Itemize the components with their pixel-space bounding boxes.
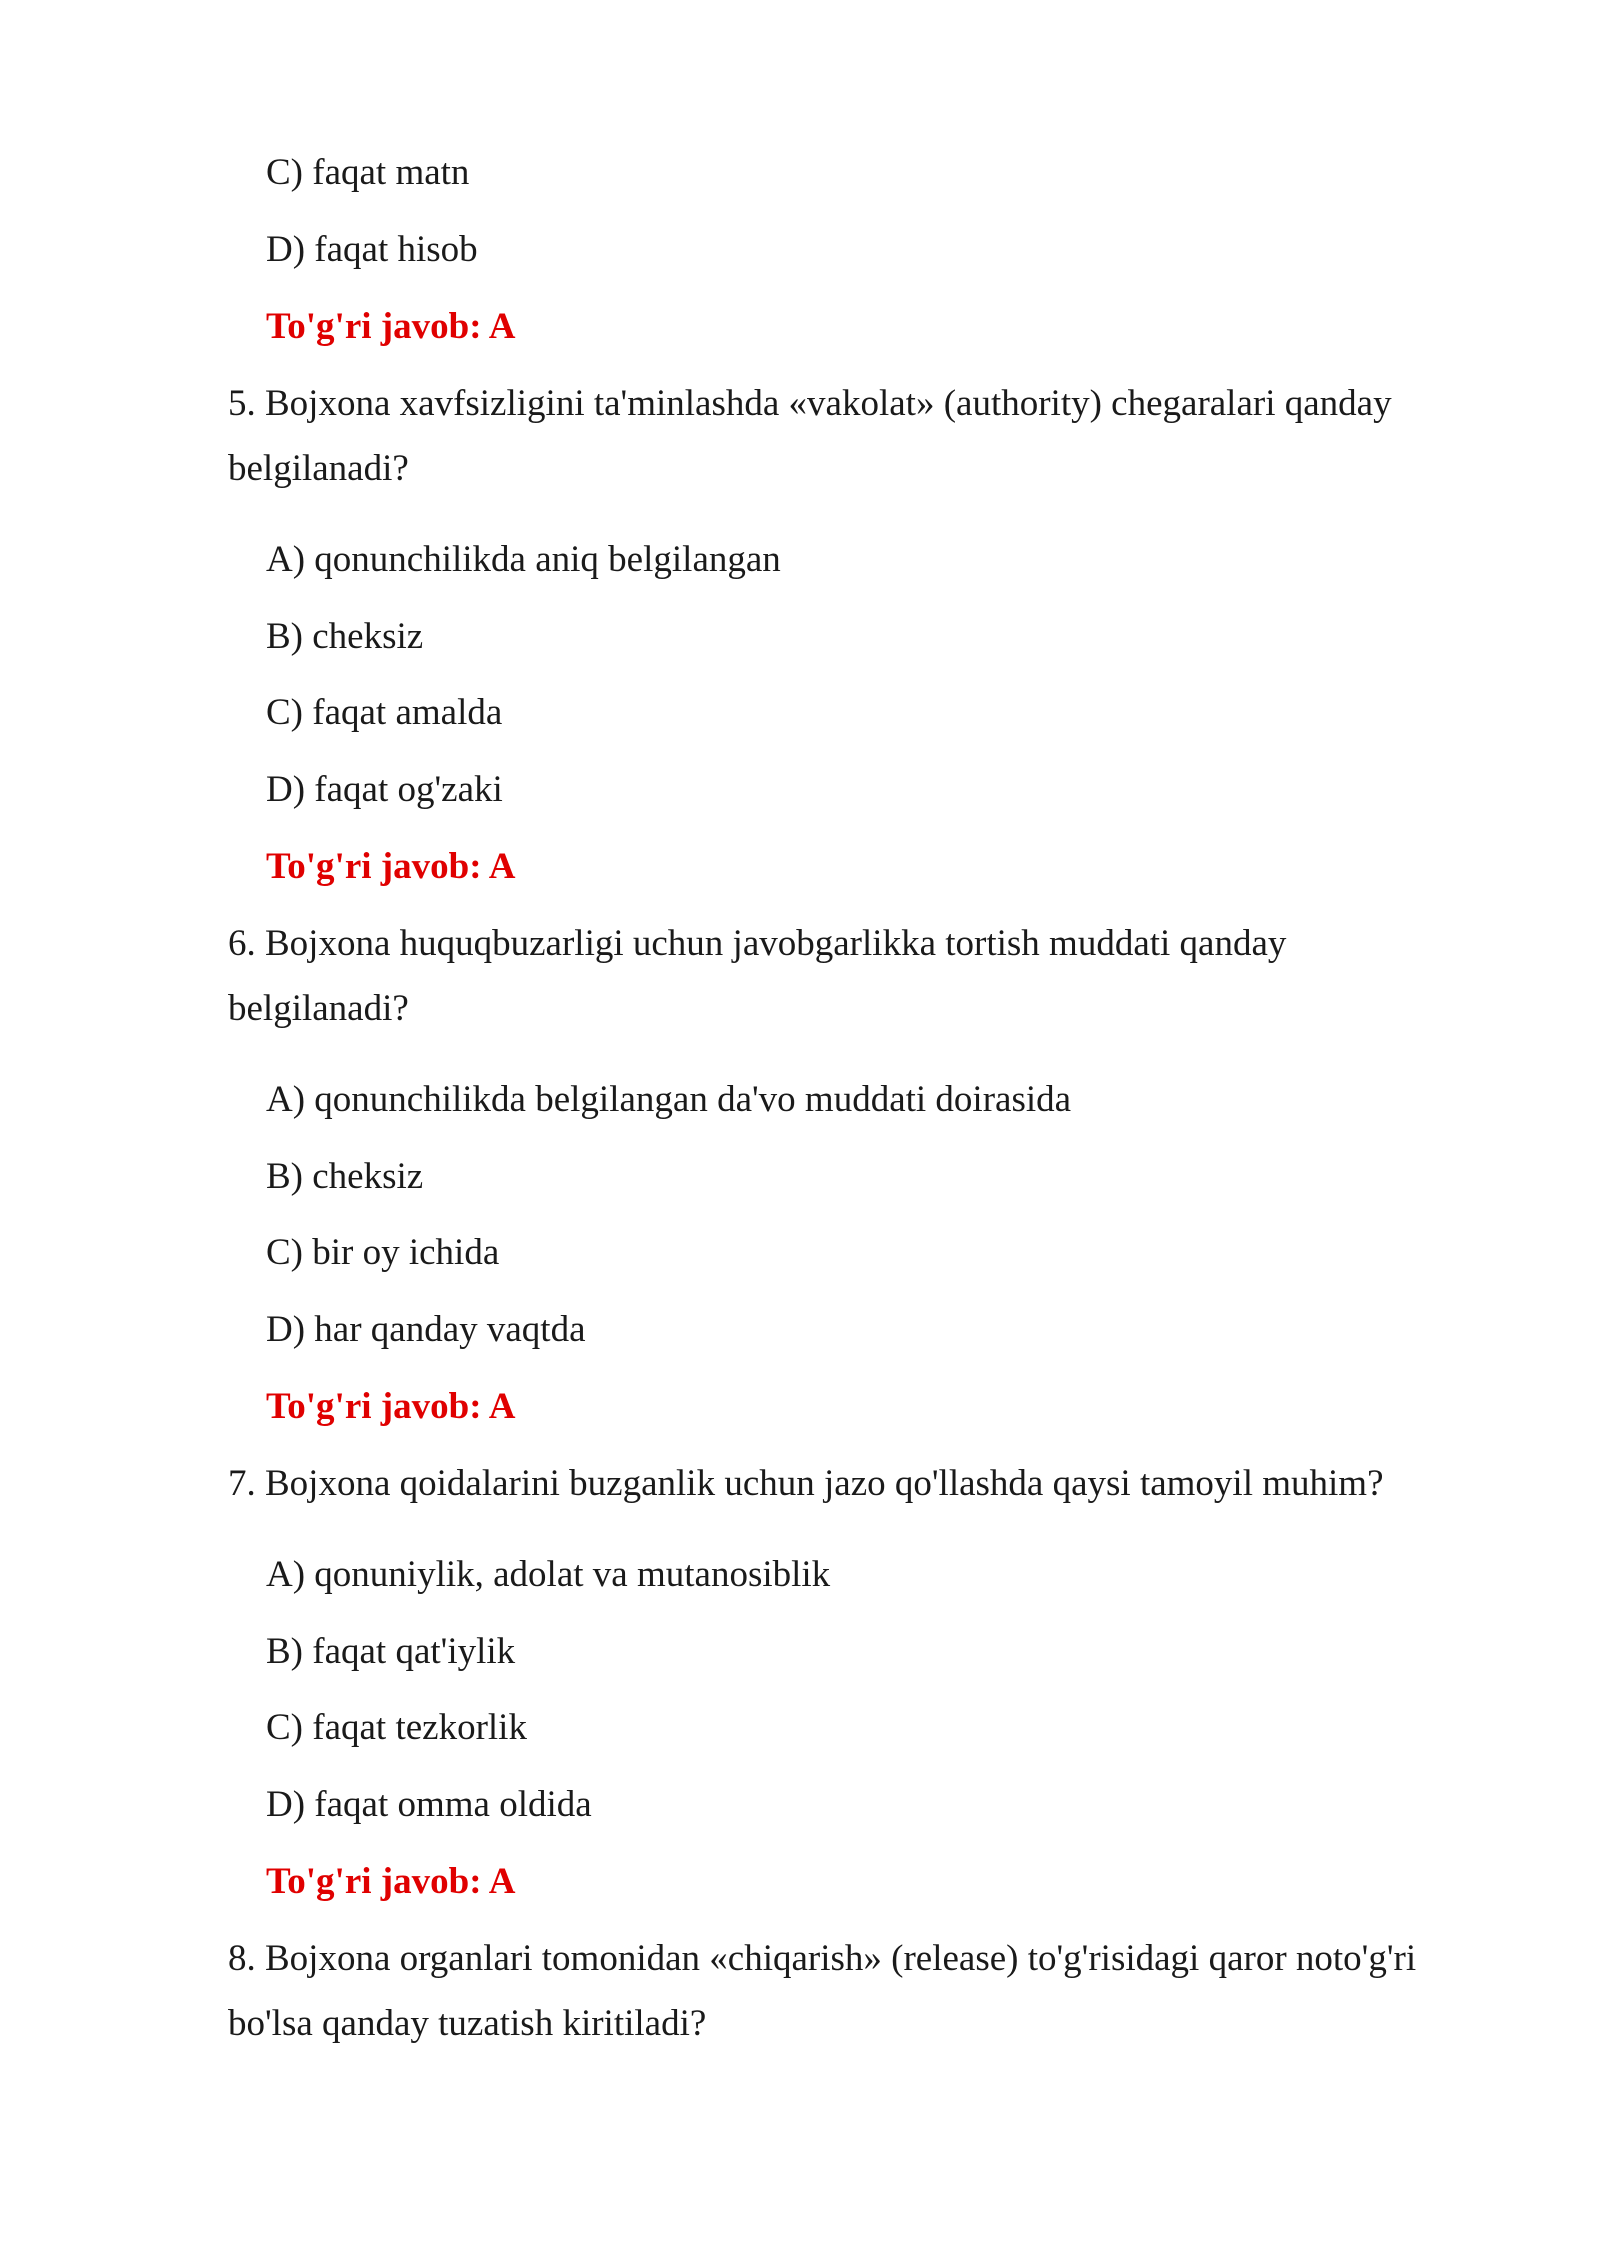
q4-option-c: C) faqat matn [266,152,470,193]
q4-option-d: D) faqat hisob [266,229,478,270]
q5-option-d: D) faqat og'zaki [266,769,503,810]
q5-correct-answer: To'g'ri javob: A [266,846,516,887]
q6-option-d: D) har qanday vaqtda [266,1309,586,1350]
q6-correct-answer: To'g'ri javob: A [266,1386,516,1427]
q6-option-b: B) cheksiz [266,1156,424,1197]
q6-option-c: C) bir oy ichida [266,1232,500,1273]
q5-question-line1: 5. Bojxona xavfsizligini ta'minlashda «vakolat» (authority) chegaralari qanday [228,383,1392,424]
q5-option-c: C) faqat amalda [266,692,503,733]
q6-option-a: A) qonunchilikda belgilangan da'vo muddati doirasida [266,1079,1072,1120]
q7-option-d: D) faqat omma oldida [266,1784,592,1825]
q5-option-a: A) qonunchilikda aniq belgilangan [266,539,781,580]
q6-question-line1: 6. Bojxona huquqbuzarligi uchun javobgarlikka tortish muddati qanday [228,923,1287,964]
q8-question-line1: 8. Bojxona organlari tomonidan «chiqarish» (release) to'g'risidagi qaror noto'g'ri [228,1938,1417,1979]
q7-correct-answer: To'g'ri javob: A [266,1861,516,1902]
q6-question-line2: belgilanadi? [228,988,409,1029]
q5-option-b: B) cheksiz [266,616,424,657]
q7-option-a: A) qonuniylik, adolat va mutanosiblik [266,1554,831,1595]
q7-option-c: C) faqat tezkorlik [266,1707,527,1748]
q8-question-line2: bo'lsa qanday tuzatish kiritiladi? [228,2003,707,2044]
q7-question-line1: 7. Bojxona qoidalarini buzganlik uchun jazo qo'llashda qaysi tamoyil muhim? [228,1463,1384,1504]
q5-question-line2: belgilanadi? [228,448,409,489]
q7-option-b: B) faqat qat'iylik [266,1631,516,1672]
q4-correct-answer: To'g'ri javob: A [266,306,516,347]
